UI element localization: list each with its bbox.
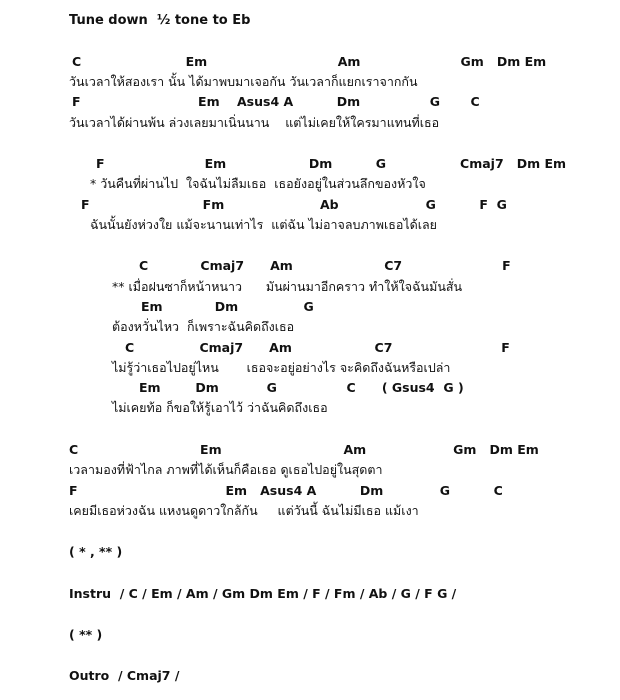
outro-line: Outro / Cmaj7 / [69,668,180,683]
verse2-chord-line-1: C Em Am Gm Dm Em [69,442,539,457]
chorus2-lyric-line-3: ไม่รู้ว่าเธอไปอยู่ไหน เธอจะอยู่อย่างไร จะคิดถึงฉันหรือเปล่า [112,360,451,375]
chorus1-chord-line-2: F Fm Ab G F G [81,197,507,212]
verse1-chord-line-2: F Em Asus4 A Dm G C [72,94,480,109]
verse2-lyric-line-2: เคยมีเธอห่วงฉัน แหงนดูดาวใกล้กัน แต่วันนี้ ฉันไม่มีเธอ แม้เงา [69,503,419,518]
repeat-marker-1: ( * , ** ) [69,544,123,559]
chorus2-lyric-line-2: ต้องหวั่นไหว ก็เพราะฉันคิดถึงเธอ [112,319,295,334]
chorus2-lyric-line-1: ** เมื่อฝนซาก็หน้าหนาว มันผ่านมาอีกคราว ทำให้ใจฉันมันสั่น [112,279,463,294]
instrumental-line: Instru / C / Em / Am / Gm Dm Em / F / Fm / Ab / G / F G / [69,586,457,601]
chorus2-chord-line-3: C Cmaj7 Am C7 F [125,340,510,355]
verse2-chord-line-2: F Em Asus4 A Dm G C [69,483,503,498]
chorus2-lyric-line-4: ไม่เคยท้อ ก็ขอให้รู้เอาไว้ ว่าฉันคิดถึงเธอ [112,400,328,415]
chorus2-chord-line-1: C Cmaj7 Am C7 F [139,258,511,273]
chorus1-chord-line-1: F Em Dm G Cmaj7 Dm Em [96,156,567,171]
chorus2-chord-line-2: Em Dm G [141,299,314,314]
verse1-lyric-line-1: วันเวลาให้สองเรา นั้น ได้มาพบมาเจอกัน วันเวลาก็แยกเราจากกัน [69,74,418,89]
repeat-marker-2: ( ** ) [69,627,103,642]
tuning-header: Tune down ½ tone to Eb [69,13,251,28]
verse1-lyric-line-2: วันเวลาได้ผ่านพ้น ล่วงเลยมาเนิ่นนาน แต่ไม่เคยให้ใครมาแทนที่เธอ [69,115,440,130]
chorus1-lyric-line-2: ฉันนั้นยังห่วงใย แม้จะนานเท่าไร แต่ฉัน ไม่อาจลบภาพเธอได้เลย [90,217,438,232]
chorus1-lyric-line-1: * วันคืนที่ผ่านไป ใจฉันไม่ลืมเธอ เธอยังอยู่ในส่วนลึกของหัวใจ [90,176,426,191]
chorus2-chord-line-4: Em Dm G C ( Gsus4 G ) [139,380,464,395]
verse2-lyric-line-1: เวลามองที่ฟ้าไกล ภาพที่ได้เห็นก็คือเธอ ดูเธอไปอยู่ในสุดตา [69,462,383,477]
verse1-chord-line-1: C Em Am Gm Dm Em [72,54,547,69]
